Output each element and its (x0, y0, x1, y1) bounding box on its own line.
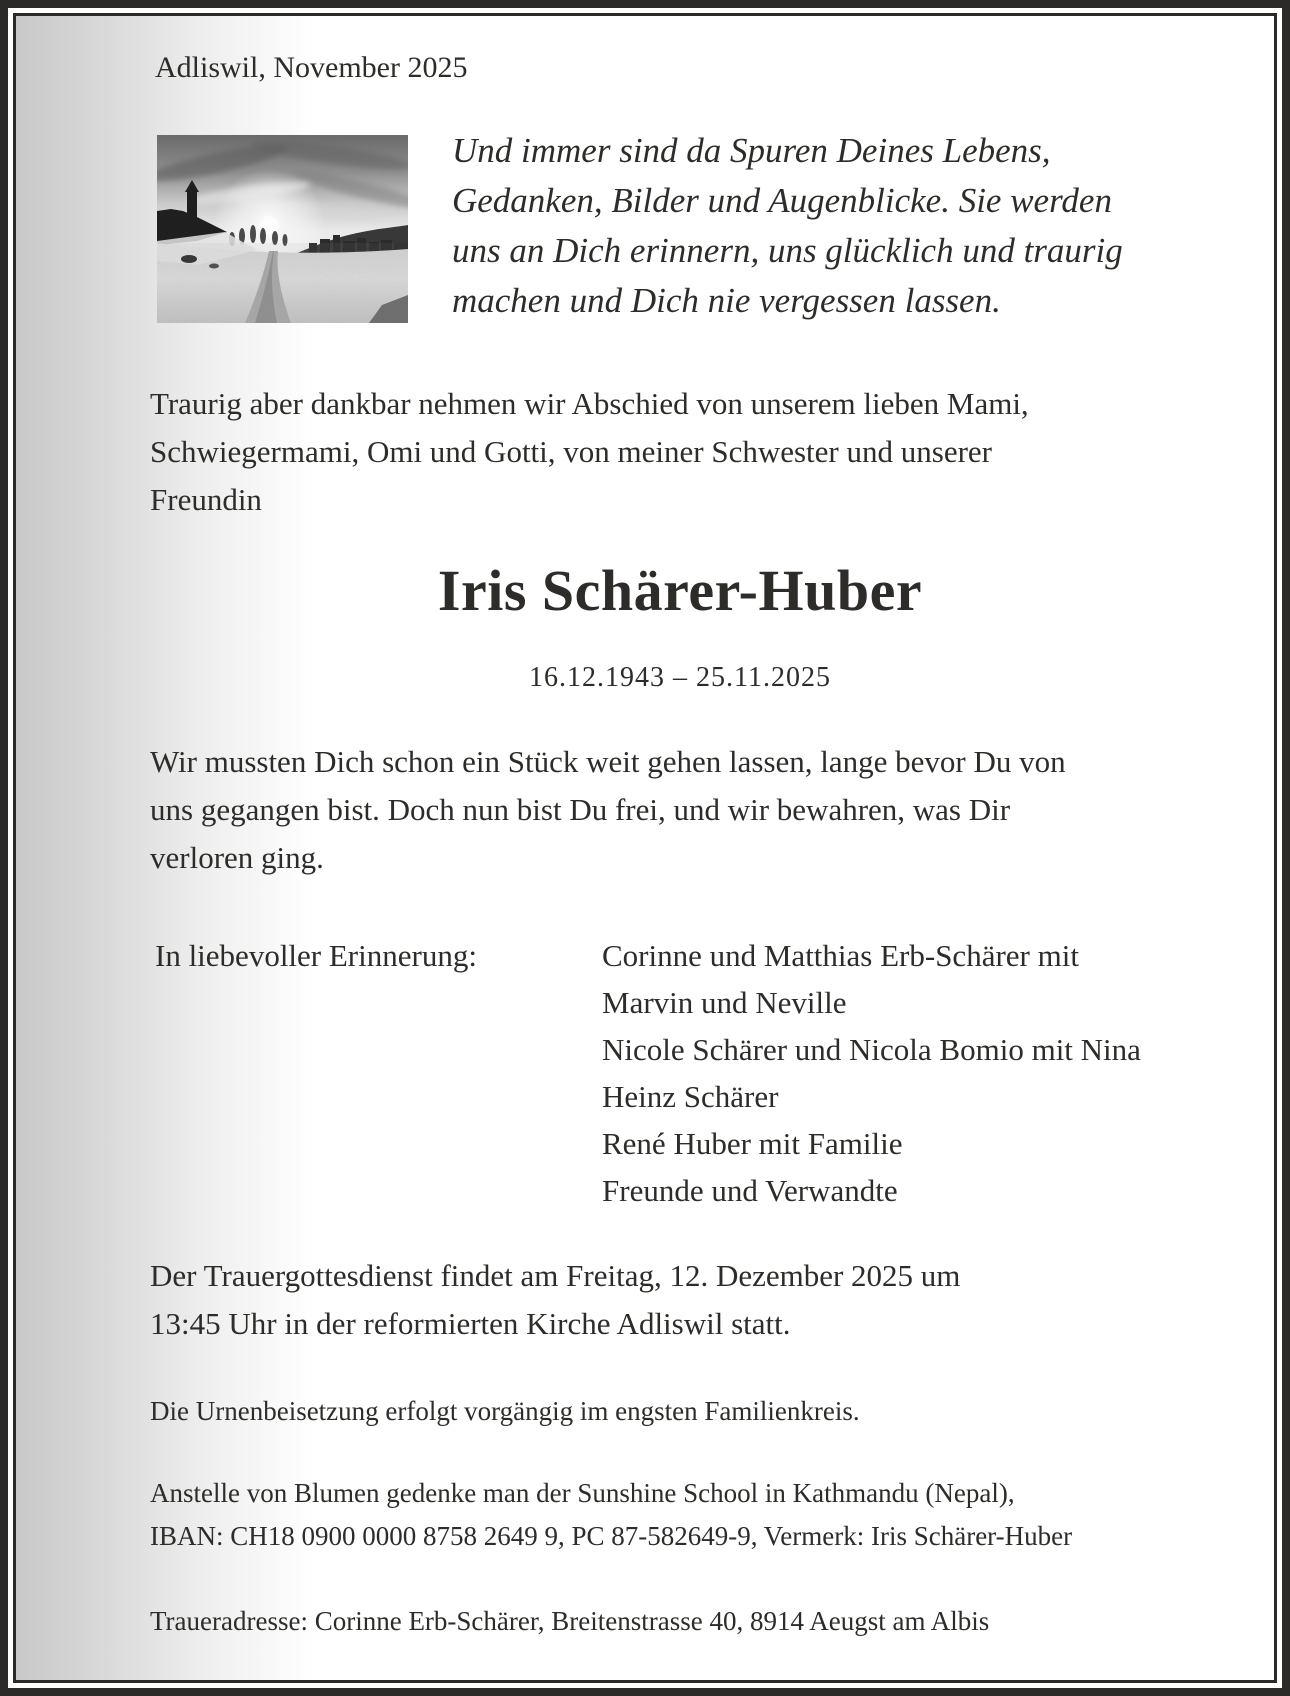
intro-paragraph (150, 380, 1029, 524)
dateline: Adliswil, November 2025 (155, 51, 468, 84)
farewell-line: verloren ging. (150, 840, 324, 875)
memorial-quote (452, 126, 1123, 326)
farewell-paragraph (150, 738, 1066, 882)
service-line: Der Trauergottesdienst findet am Freitag, 12. Dezember 2025 um (150, 1258, 961, 1293)
quote-line: Und immer sind da Spuren Deines Lebens, (452, 131, 1051, 170)
service-paragraph (150, 1252, 960, 1348)
donation-paragraph (150, 1472, 1072, 1558)
mourner-line: René Huber mit Familie (602, 1126, 903, 1161)
mourner-line: Marvin und Neville (602, 985, 847, 1020)
intro-line: Schwiegermami, Omi und Gotti, von meiner Schwester und unserer (150, 434, 992, 469)
quote-line: machen und Dich nie vergessen lassen. (452, 281, 1001, 320)
winter-landscape-image (157, 135, 408, 323)
mourner-line: Freunde und Verwandte (602, 1173, 898, 1208)
mourning-address: Traueradresse: Corinne Erb-Schärer, Breitenstrasse 40, 8914 Aeugst am Albis (150, 1606, 990, 1636)
intro-line: Freundin (150, 482, 262, 517)
intro-line: Traurig aber dankbar nehmen wir Abschied von unserem lieben Mami, (150, 386, 1029, 421)
donation-line: IBAN: CH18 0900 0000 8758 2649 9, PC 87-582649-9, Vermerk: Iris Schärer-Huber (150, 1521, 1073, 1551)
memorial-photo (157, 135, 408, 323)
mourner-line: Corinne und Matthias Erb-Schärer mit (602, 938, 1079, 973)
urn-note: Die Urnenbeisetzung erfolgt vorgängig im engsten Familienkreis. (150, 1396, 860, 1426)
quote-line: Gedanken, Bilder und Augenblicke. Sie werden (452, 181, 1112, 220)
farewell-line: uns gegangen bist. Doch nun bist Du frei, und wir bewahren, was Dir (150, 792, 1011, 827)
mourners-list (602, 932, 1141, 1214)
farewell-line: Wir mussten Dich schon ein Stück weit gehen lassen, lange bevor Du von (150, 744, 1066, 779)
memory-label: In liebevoller Erinnerung: (155, 938, 477, 973)
service-line: 13:45 Uhr in der reformierten Kirche Adliswil statt. (150, 1306, 791, 1341)
deceased-name: Iris Schärer-Huber (437, 558, 923, 623)
mourner-line: Heinz Schärer (602, 1079, 779, 1114)
mourner-line: Nicole Schärer und Nicola Bomio mit Nina (602, 1032, 1141, 1067)
life-dates: 16.12.1943 – 25.11.2025 (529, 662, 831, 693)
quote-line: uns an Dich erinnern, uns glücklich und traurig (452, 231, 1123, 270)
donation-line: Anstelle von Blumen gedenke man der Sunshine School in Kathmandu (Nepal), (150, 1478, 1015, 1508)
